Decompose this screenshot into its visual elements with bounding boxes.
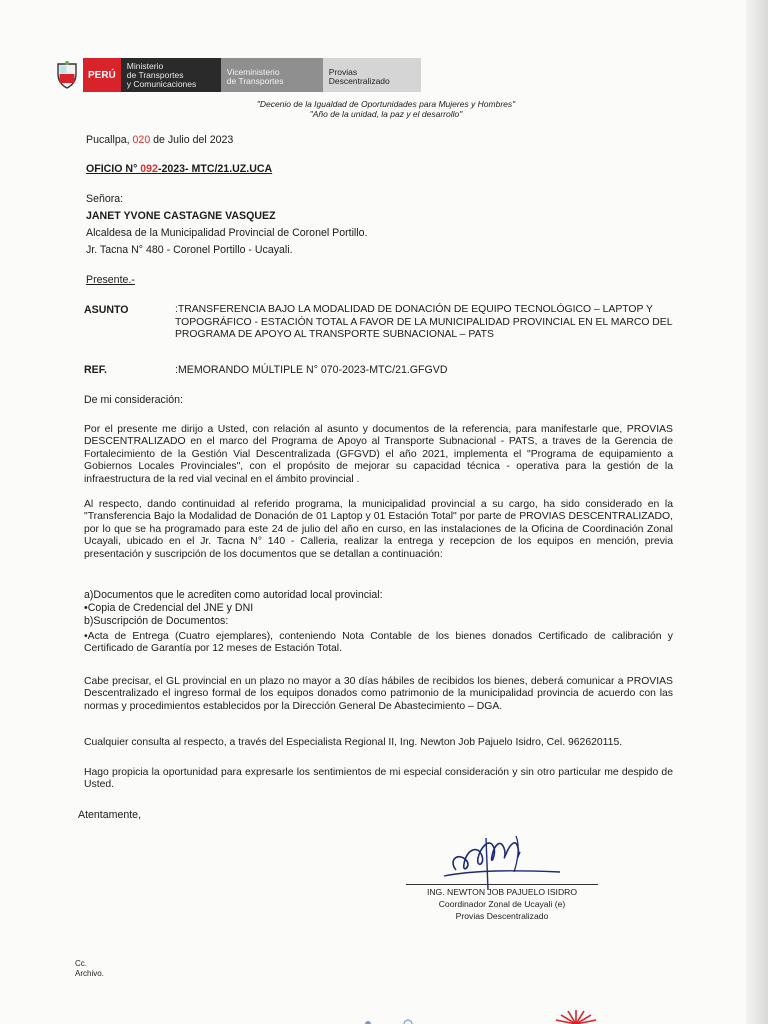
place-date-day: 020: [132, 134, 151, 146]
list-b-item: [84, 631, 673, 656]
signature-line: [406, 884, 598, 885]
body-paragraph-1: [84, 424, 673, 486]
signer-role: Coordinador Zonal de Ucayali (e): [438, 899, 566, 909]
body-p5-text: Hago propicia la oportunidad para expresarle los sentimientos de mi especial consideración y sin otro particular me despido de Usted.: [84, 767, 673, 791]
provias-line-1: Provias: [328, 67, 358, 77]
ref-text: :MEMORANDO MÚLTIPLE N° 070-2023-MTC/21.GFGVD: [175, 364, 448, 376]
decade-line-2: "Año de la unidad, la paz y el desarrollo": [309, 109, 463, 119]
ministry-name: [121, 58, 221, 92]
oficio-number: [86, 163, 272, 176]
place-date-suffix: de Julio del 2023: [150, 134, 234, 146]
page-edge-shadow: [746, 0, 768, 1024]
ref-label: REF.: [84, 364, 107, 376]
signer-name: ING. NEWTON JOB PAJUELO ISIDRO: [426, 887, 578, 897]
body-p3-text: Cabe precisar, el GL provincial en un plazo no mayor a 30 días hábiles de recibidos los bienes, deberá comunicar a PROVIAS Descentralizado el ingreso formal de los equipos donados como patrimonio de la municipalidad provincia de acuerdo con las normas y procedimientos establecidos por la Dirección General De Abastecimiento – DGA.: [84, 676, 673, 712]
ministry-line-1: Ministerio: [126, 61, 164, 71]
decade-motto: [0, 99, 768, 119]
decade-line-1: "Decenio de la Igualdad de Oportunidades para Mujeres y Hombres": [256, 99, 516, 109]
provias-line-2: Descentralizado: [328, 76, 390, 86]
greeting: De mi consideración:: [84, 394, 183, 406]
asunto-text: :TRANSFERENCIA BAJO LA MODALIDAD DE DONACIÓN DE EQUIPO TECNOLÓGICO – LAPTOP Y TOPOGRÁFICO - ESTACIÓN TOTAL A FAVOR DE LA MUNICIPALIDAD PROVINCIAL EN EL MARCO DEL PROGRAMA DE APOYO AL TRANSPORTE SUBNACIONAL – PATS: [175, 304, 673, 340]
body-p4-text: Cualquier consulta al respecto, a través del Especialista Regional II, Ing. Newton Job Pajuelo Isidro, Cel. 962620115.: [84, 737, 623, 748]
vice-line-1: Viceministerio: [226, 67, 280, 77]
peru-shield-icon: [54, 60, 80, 90]
body-paragraph-4: [84, 737, 673, 749]
list-a-item: •Copia de Credencial del JNE y DNI: [84, 602, 254, 614]
salutation: Señora:: [86, 193, 124, 205]
ministry-header: [54, 58, 421, 92]
signer-org: Provias Descentralizado: [455, 911, 549, 921]
body-paragraph-3: [84, 676, 673, 713]
oficio-num: 092: [140, 163, 158, 175]
recipient-title: Alcaldesa de la Municipalidad Provincial de Coronel Portillo.: [86, 227, 368, 239]
cc-label: Cc.: [75, 959, 87, 968]
recipient-name: JANET YVONE CASTAGNE VASQUEZ: [86, 210, 276, 222]
oficio-suffix: -2023- MTC/21.UZ.UCA: [157, 163, 273, 175]
ministry-line-2: de Transportes: [126, 70, 184, 80]
body-paragraph-2: [84, 499, 673, 561]
body-paragraph-5: [84, 767, 673, 792]
body-p2-text: Al respecto, dando continuidad al referido programa, la municipalidad provincial a su cargo, ha sido considerado en la "Transferencia Bajo la Modalidad de Donación de 01 Laptop y 01 Estación Total" por parte de PROVIAS DESCENTRALIZADO, por lo que se ha programado para este 24 de julio del año en curso, en las instalaciones de la Oficina de Coordinación Zonal Ucayali, ubicado en el Jr. Tacna N° 140 - Calleria, realizar la entrega y recepcion de los equipos en mención, previa presentación y suscripción de los documentos que se detallan a continuación:: [84, 499, 673, 560]
handwritten-signature: [438, 826, 568, 892]
list-a: a)Documentos que le acrediten como autoridad local provincial:: [84, 589, 383, 601]
provias-name: [323, 58, 421, 92]
list-b: b)Suscripción de Documentos:: [84, 615, 229, 627]
recipient-address: Jr. Tacna N° 480 - Coronel Portillo - Ucayali.: [86, 244, 293, 256]
body-p1-text: Por el presente me dirijo a Usted, con relación al asunto y documentos de la referencia, para manifestarle que, PROVIAS DESCENTRALIZADO en el marco del Programa de Apoyo al Transporte Subnacional - PATS, a traves de la Gerencia de Fortalecimiento de la Gestión Vial Descentralizada (GFGVD) el año 2021, implementa el "Programa de equipamiento a Gobiernos Locales Provinciales", con el propósito de mejorar su capacidad técnica - operativa para la gestión de la infraestructura de la red vial vecinal en el ámbito provincial .: [84, 424, 673, 485]
presente: Presente.-: [86, 274, 135, 286]
asunto-label: ASUNTO: [84, 304, 129, 316]
list-b-item-text: •Acta de Entrega (Cuatro ejemplares), conteniendo Nota Contable de los bienes donados Certificado de calibración y Certificado de Garantía por 12 meses de Estación Total.: [84, 631, 673, 655]
closing: Atentamente,: [78, 809, 142, 821]
footer-bicentennial-icon: [552, 1010, 600, 1024]
place-date-prefix: Pucallpa,: [86, 134, 133, 146]
ministry-line-3: y Comunicaciones: [126, 79, 197, 89]
oficio-prefix: OFICIO N°: [86, 163, 141, 175]
footer-partial-logo-icon: [362, 1016, 422, 1024]
peru-label: PERÚ: [83, 58, 121, 92]
vice-line-2: de Transportes: [226, 76, 284, 86]
viceministry-name: [221, 58, 323, 92]
cc-archive: Archivo.: [75, 969, 104, 978]
place-date: [86, 134, 233, 147]
